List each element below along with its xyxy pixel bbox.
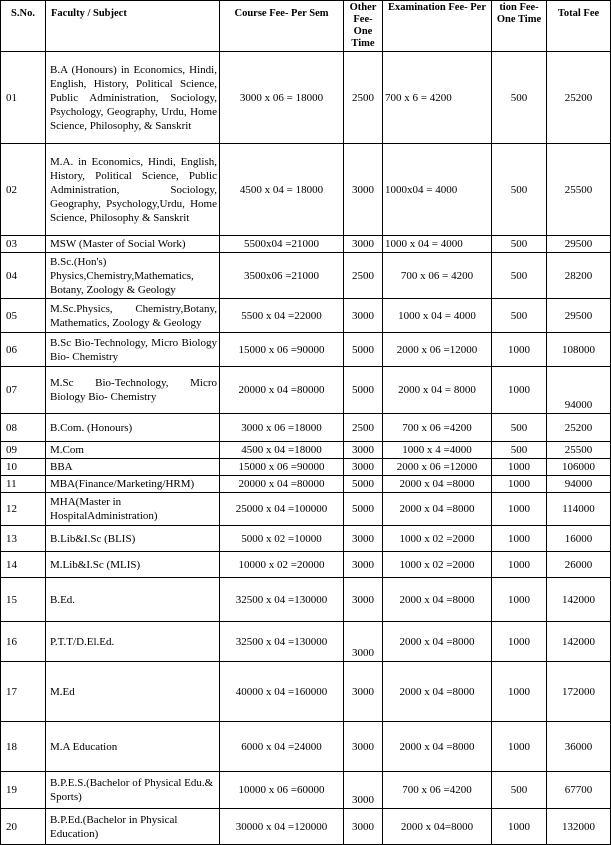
cell-course-fee: 30000 x 04 =120000 <box>220 809 344 845</box>
cell-total-fee: 26000 <box>547 552 611 578</box>
table-row <box>1 367 611 414</box>
table-row <box>1 236 611 253</box>
cell-registration-fee: 1000 <box>492 722 547 772</box>
cell-subject: B.A (Honours) in Economics, Hindi, English, History, Political Science, Public Administration, Sociology, Psychology, Geography, Urdu, Home Science, Philosophy, & Sanskrit <box>46 52 220 144</box>
cell-course-fee: 6000 x 04 =24000 <box>220 722 344 772</box>
cell-registration-fee: 500 <box>492 236 547 253</box>
cell-other-fee: 3000 <box>344 662 383 722</box>
cell-sno: 04 <box>1 253 46 299</box>
cell-subject: B.Lib&I.Sc (BLIS) <box>46 526 220 552</box>
table-row <box>1 772 611 809</box>
cell-subject: BBA <box>46 459 220 476</box>
cell-exam-fee: 1000 x 4 =4000 <box>383 442 492 459</box>
cell-subject: MBA(Finance/Marketing/HRM) <box>46 476 220 493</box>
table-row <box>1 809 611 845</box>
header-exam-fee: Examination Fee- Per <box>383 1 492 52</box>
cell-total-fee: 114000 <box>547 493 611 526</box>
cell-exam-fee: 1000x04 = 4000 <box>383 144 492 236</box>
cell-subject: B.Ed. <box>46 578 220 622</box>
cell-exam-fee: 700 x 06 =4200 <box>383 414 492 442</box>
cell-sno: 08 <box>1 414 46 442</box>
cell-other-fee: 3000 <box>344 552 383 578</box>
table-row <box>1 52 611 144</box>
table-row <box>1 493 611 526</box>
cell-course-fee: 5000 x 02 =10000 <box>220 526 344 552</box>
cell-exam-fee: 2000 x 04 =8000 <box>383 662 492 722</box>
cell-registration-fee: 1000 <box>492 526 547 552</box>
cell-sno: 11 <box>1 476 46 493</box>
cell-total-fee: 67700 <box>547 772 611 809</box>
cell-subject: M.Lib&I.Sc (MLIS) <box>46 552 220 578</box>
table-row <box>1 578 611 622</box>
cell-other-fee: 5000 <box>344 367 383 414</box>
cell-other-fee: 3000 <box>344 722 383 772</box>
cell-total-fee: 142000 <box>547 622 611 662</box>
cell-total-fee: 25500 <box>547 144 611 236</box>
cell-sno: 05 <box>1 299 46 333</box>
cell-registration-fee: 500 <box>492 52 547 144</box>
cell-other-fee: 3000 <box>344 236 383 253</box>
cell-subject: B.Sc.(Hon's) Physics,Chemistry,Mathematics, Botany, Zoology & Geology <box>46 253 220 299</box>
cell-sno: 18 <box>1 722 46 772</box>
cell-total-fee: 36000 <box>547 722 611 772</box>
table-row <box>1 253 611 299</box>
cell-total-fee: 25500 <box>547 442 611 459</box>
cell-exam-fee: 2000 x 06 =12000 <box>383 333 492 367</box>
header-course-fee: Course Fee- Per Sem <box>220 1 344 52</box>
header-total-fee: Total Fee <box>547 1 611 52</box>
cell-subject: B.P.E.S.(Bachelor of Physical Edu.& Sports) <box>46 772 220 809</box>
cell-exam-fee: 2000 x 04 =8000 <box>383 493 492 526</box>
cell-total-fee: 142000 <box>547 578 611 622</box>
cell-course-fee: 3000 x 06 = 18000 <box>220 52 344 144</box>
table-row <box>1 662 611 722</box>
table-row <box>1 476 611 493</box>
cell-total-fee: 29500 <box>547 299 611 333</box>
cell-exam-fee: 2000 x 04 =8000 <box>383 476 492 493</box>
header-row <box>1 1 611 52</box>
cell-other-fee: 3000 <box>344 578 383 622</box>
cell-course-fee: 15000 x 06 =90000 <box>220 459 344 476</box>
cell-other-fee: 2500 <box>344 253 383 299</box>
cell-exam-fee: 2000 x 04 =8000 <box>383 622 492 662</box>
cell-registration-fee: 1000 <box>492 622 547 662</box>
cell-other-fee: 3000 <box>344 459 383 476</box>
cell-registration-fee: 500 <box>492 414 547 442</box>
cell-course-fee: 40000 x 04 =160000 <box>220 662 344 722</box>
header-other-fee: Other Fee- One Time <box>344 1 383 52</box>
cell-sno: 06 <box>1 333 46 367</box>
cell-course-fee: 25000 x 04 =100000 <box>220 493 344 526</box>
cell-total-fee: 94000 <box>547 476 611 493</box>
cell-sno: 15 <box>1 578 46 622</box>
cell-course-fee: 15000 x 06 =90000 <box>220 333 344 367</box>
cell-course-fee: 32500 x 04 =130000 <box>220 622 344 662</box>
table-row <box>1 144 611 236</box>
table-row <box>1 299 611 333</box>
cell-total-fee: 108000 <box>547 333 611 367</box>
cell-sno: 03 <box>1 236 46 253</box>
cell-course-fee: 4500 x 04 =18000 <box>220 442 344 459</box>
cell-exam-fee: 1000 x 02 =2000 <box>383 526 492 552</box>
table-row <box>1 459 611 476</box>
cell-subject: P.T.T/D.El.Ed. <box>46 622 220 662</box>
cell-sno: 10 <box>1 459 46 476</box>
cell-course-fee: 32500 x 04 =130000 <box>220 578 344 622</box>
cell-subject: M.Sc.Physics, Chemistry,Botany, Mathematics, Zoology & Geology <box>46 299 220 333</box>
cell-exam-fee: 2000 x 04=8000 <box>383 809 492 845</box>
cell-registration-fee: 500 <box>492 442 547 459</box>
cell-registration-fee: 500 <box>492 299 547 333</box>
cell-subject: M.Com <box>46 442 220 459</box>
cell-course-fee: 3000 x 06 =18000 <box>220 414 344 442</box>
cell-course-fee: 20000 x 04 =80000 <box>220 367 344 414</box>
cell-registration-fee: 1000 <box>492 333 547 367</box>
cell-subject: M.Ed <box>46 662 220 722</box>
cell-registration-fee: 1000 <box>492 552 547 578</box>
cell-total-fee: 29500 <box>547 236 611 253</box>
cell-subject: B.P.Ed.(Bachelor in Physical Education) <box>46 809 220 845</box>
cell-total-fee: 25200 <box>547 414 611 442</box>
cell-exam-fee: 1000 x 02 =2000 <box>383 552 492 578</box>
cell-registration-fee: 500 <box>492 772 547 809</box>
cell-sno: 09 <box>1 442 46 459</box>
cell-other-fee: 3000 <box>344 622 383 662</box>
cell-other-fee: 3000 <box>344 772 383 809</box>
header-subject: Faculty / Subject <box>46 1 220 52</box>
cell-course-fee: 10000 x 06 =60000 <box>220 772 344 809</box>
cell-exam-fee: 2000 x 04 = 8000 <box>383 367 492 414</box>
cell-subject: M.Sc Bio-Technology, Micro Biology Bio- Chemistry <box>46 367 220 414</box>
cell-other-fee: 3000 <box>344 442 383 459</box>
cell-course-fee: 3500x06 =21000 <box>220 253 344 299</box>
header-registration-fee: tion Fee- One Time <box>492 1 547 52</box>
cell-other-fee: 3000 <box>344 809 383 845</box>
cell-other-fee: 5000 <box>344 333 383 367</box>
cell-subject: M.A. in Economics, Hindi, English, History, Political Science, Public Administration, Sociology, Geography, Psychology,Urdu, Home Science, Philosophy & Sanskrit <box>46 144 220 236</box>
table-row <box>1 414 611 442</box>
cell-subject: MSW (Master of Social Work) <box>46 236 220 253</box>
cell-registration-fee: 1000 <box>492 476 547 493</box>
cell-total-fee: 106000 <box>547 459 611 476</box>
cell-total-fee: 16000 <box>547 526 611 552</box>
cell-registration-fee: 1000 <box>492 809 547 845</box>
cell-sno: 20 <box>1 809 46 845</box>
cell-sno: 17 <box>1 662 46 722</box>
table-row <box>1 442 611 459</box>
cell-exam-fee: 700 x 06 = 4200 <box>383 253 492 299</box>
cell-sno: 19 <box>1 772 46 809</box>
cell-course-fee: 10000 x 02 =20000 <box>220 552 344 578</box>
table-row <box>1 552 611 578</box>
cell-registration-fee: 1000 <box>492 578 547 622</box>
cell-registration-fee: 1000 <box>492 459 547 476</box>
cell-total-fee: 172000 <box>547 662 611 722</box>
cell-other-fee: 3000 <box>344 526 383 552</box>
cell-other-fee: 5000 <box>344 476 383 493</box>
cell-other-fee: 2500 <box>344 52 383 144</box>
cell-registration-fee: 1000 <box>492 662 547 722</box>
cell-subject: B.Sc Bio-Technology, Micro Biology Bio- Chemistry <box>46 333 220 367</box>
cell-course-fee: 5500 x 04 =22000 <box>220 299 344 333</box>
table-row <box>1 526 611 552</box>
cell-exam-fee: 2000 x 06 =12000 <box>383 459 492 476</box>
cell-course-fee: 20000 x 04 =80000 <box>220 476 344 493</box>
table-row <box>1 333 611 367</box>
cell-exam-fee: 2000 x 04 =8000 <box>383 578 492 622</box>
cell-sno: 12 <box>1 493 46 526</box>
cell-exam-fee: 1000 x 04 = 4000 <box>383 236 492 253</box>
cell-registration-fee: 1000 <box>492 493 547 526</box>
cell-total-fee: 28200 <box>547 253 611 299</box>
cell-sno: 01 <box>1 52 46 144</box>
cell-other-fee: 2500 <box>344 414 383 442</box>
cell-other-fee: 5000 <box>344 493 383 526</box>
cell-total-fee: 25200 <box>547 52 611 144</box>
table-row <box>1 622 611 662</box>
cell-total-fee: 94000 <box>547 367 611 414</box>
cell-subject: M.A Education <box>46 722 220 772</box>
cell-sno: 16 <box>1 622 46 662</box>
cell-subject: MHA(Master in HospitalAdministration) <box>46 493 220 526</box>
cell-exam-fee: 700 x 6 = 4200 <box>383 52 492 144</box>
cell-course-fee: 5500x04 =21000 <box>220 236 344 253</box>
header-sno: S.No. <box>1 1 46 52</box>
cell-registration-fee: 500 <box>492 253 547 299</box>
cell-exam-fee: 1000 x 04 = 4000 <box>383 299 492 333</box>
cell-total-fee: 132000 <box>547 809 611 845</box>
cell-sno: 13 <box>1 526 46 552</box>
cell-course-fee: 4500 x 04 = 18000 <box>220 144 344 236</box>
cell-sno: 14 <box>1 552 46 578</box>
cell-subject: B.Com. (Honours) <box>46 414 220 442</box>
table-row <box>1 722 611 772</box>
cell-registration-fee: 500 <box>492 144 547 236</box>
cell-exam-fee: 2000 x 04 =8000 <box>383 722 492 772</box>
cell-sno: 02 <box>1 144 46 236</box>
cell-other-fee: 3000 <box>344 299 383 333</box>
cell-exam-fee: 700 x 06 =4200 <box>383 772 492 809</box>
cell-registration-fee: 1000 <box>492 367 547 414</box>
cell-other-fee: 3000 <box>344 144 383 236</box>
cell-sno: 07 <box>1 367 46 414</box>
